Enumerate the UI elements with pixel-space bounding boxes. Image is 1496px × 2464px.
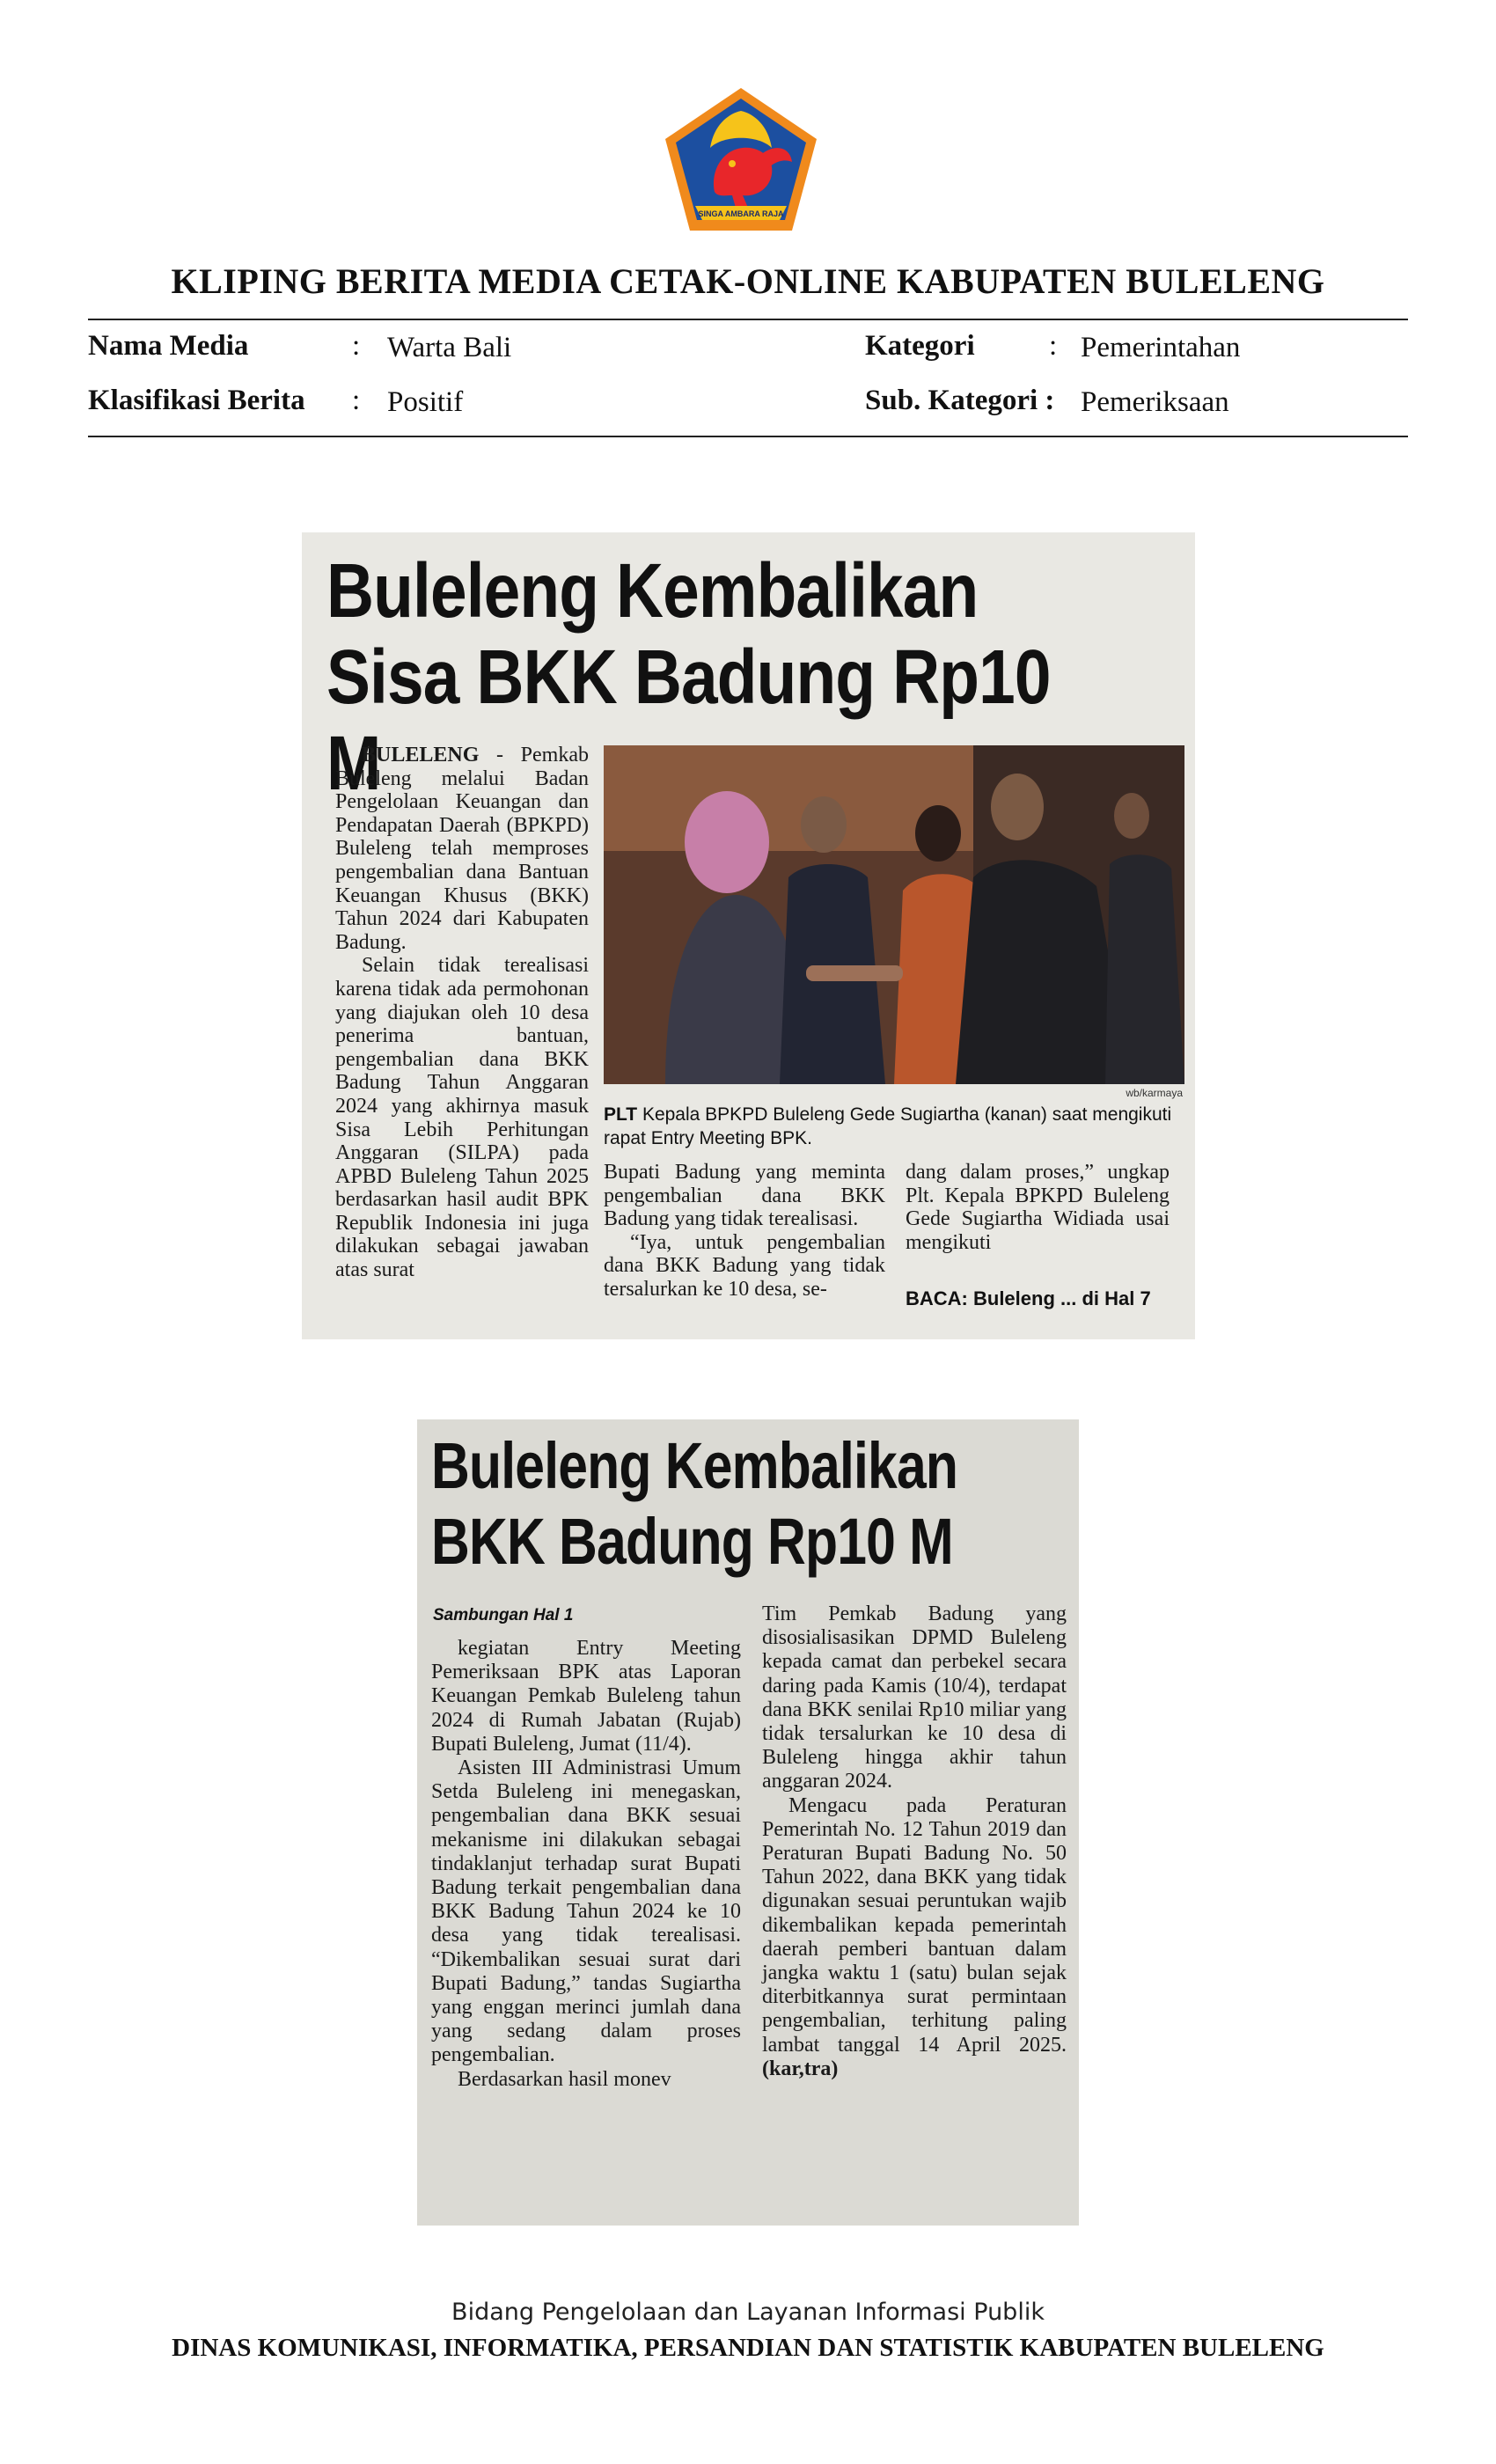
article-column-1 <box>335 744 589 1282</box>
article-column-2 <box>604 1161 885 1302</box>
article-paragraph: dang dalam proses,” ungkap Plt. Kepala BPKPD Buleleng Gede Sugiartha Widiada usai mengikuti <box>906 1161 1170 1254</box>
article-paragraph: Berdasarkan hasil monev <box>458 2067 671 2091</box>
article-paragraph: Selain tidak terealisasi karena tidak ada permohonan yang diajukan oleh 10 desa penerima bantuan, pengembalian dana BKK Badung Tahun Anggaran 2024 yang akhirnya masuk Sisa Lebih Perhitungan Anggaran (SILPA) pada APBD Buleleng Tahun 2025 berdasarkan hasil audit BPK Republik Indonesia ini juga dilakukan sebagai jawaban atas surat <box>335 954 589 1282</box>
newspaper-clipping-front-page <box>302 532 1195 1339</box>
nama-media-label: Nama Media <box>88 330 249 362</box>
caption-text: Kepala BPKPD Buleleng Gede Sugiartha (kanan) saat mengikuti rapat Entry Meeting BPK. <box>604 1104 1172 1148</box>
article-paragraph: - Pemkab Buleleng melalui Badan Pengelolaan Keuangan dan Pendapatan Daerah (BPKPD) Buleleng telah memproses pengembalian dana Bantuan Keuangan Khusus (BKK) Tahun 2024 dari Kabupaten Badung. <box>335 744 589 954</box>
dateline: BULELENG <box>362 744 480 766</box>
article-paragraph: Bupati Badung yang meminta pengembalian dana BKK Badung yang tidak terealisasi. <box>604 1161 885 1231</box>
sub-kategori-value: Pemeriksaan <box>1081 386 1229 418</box>
klasifikasi-berita-label: Klasifikasi Berita <box>88 385 305 416</box>
footer-division: Bidang Pengelolaan dan Layanan Informasi Publik <box>451 2299 1045 2326</box>
article-column-3 <box>906 1161 1170 1254</box>
buleleng-regency-emblem-logo <box>662 86 820 232</box>
article-paragraph: kegiatan Entry Meeting Pemeriksaan BPK atas Laporan Keuangan Pemkab Buleleng tahun 2024 di Rumah Jabatan (Rujab) Bupati Buleleng, Jumat (11/4). <box>431 1637 741 1756</box>
author-initials: (kar,tra) <box>762 2057 839 2080</box>
clipping-headline: Buleleng Kembalikan Sisa BKK Badung Rp10 M <box>326 548 1051 806</box>
article-column-right <box>762 1602 1067 2081</box>
colon-separator: : <box>1049 330 1058 362</box>
page-title: KLIPING BERITA MEDIA CETAK-ONLINE KABUPATEN BULELENG <box>171 261 1325 301</box>
article-paragraph: Tim Pemkab Badung yang disosialisasikan DPMD Buleleng kepada camat dan perbekel secara daring pada Kamis (10/4), terdapat dana BKK senilai Rp10 miliar yang tidak tersalurkan ke 10 desa di Buleleng hingga akhir tahun anggaran 2024. <box>762 1602 1067 1793</box>
article-column-left <box>431 1637 741 2092</box>
article-paragraph: “Iya, untuk pengembalian dana BKK Badung yang tidak tersalurkan ke 10 desa, se- <box>604 1230 885 1301</box>
clipping-headline: Buleleng Kembalikan BKK Badung Rp10 M <box>431 1429 958 1578</box>
lion-eye-icon <box>729 160 736 167</box>
photo-credit: wb/karmaya <box>1126 1087 1183 1099</box>
news-photo <box>604 745 1184 1084</box>
caption-lead: PLT <box>604 1104 638 1125</box>
article-paragraph: Asisten III Administrasi Umum Setda Buleleng ini menegaskan, pengembalian dana BKK sesuai mekanisme ini dilakukan sebagai tindaklanjut terhadap surat Bupati Badung terkait pengembalian dana BKK Badung Tahun 2024 ke 10 desa yang tidak terealisasi. “Dikembalikan sesuai surat dari Bupati Badung,” tandas Sugiartha yang enggan merinci jumlah dana yang sedang dalam proses pengembalian. <box>431 1756 741 2067</box>
photo-caption <box>604 1103 1184 1150</box>
footer-agency: DINAS KOMUNIKASI, INFORMATIKA, PERSANDIAN DAN STATISTIK KABUPATEN BULELENG <box>172 2334 1324 2362</box>
sub-kategori-label: Sub. Kategori : <box>865 385 1055 416</box>
colon-separator: : <box>352 385 361 416</box>
colon-separator: : <box>352 330 361 362</box>
nama-media-value: Warta Bali <box>387 332 512 363</box>
kategori-value: Pemerintahan <box>1081 332 1241 363</box>
continuation-label: Sambungan Hal 1 <box>433 1606 574 1624</box>
header-top-rule <box>88 319 1408 320</box>
header-bottom-rule <box>88 436 1408 437</box>
klasifikasi-berita-value: Positif <box>387 386 464 418</box>
continued-reference: BACA: Buleleng ... di Hal 7 <box>906 1287 1151 1309</box>
emblem-motto-label: SINGA AMBARA RAJA <box>698 209 784 218</box>
kategori-label: Kategori <box>865 330 975 362</box>
article-paragraph: Mengacu pada Peraturan Pemerintah No. 12 Tahun 2019 dan Peraturan Bupati Badung No. 50 Tahun 2022, dana BKK yang tidak digunakan sesuai peruntukan wajib dikembalikan kepada pemerintah daerah pemberi bantuan dalam jangka waktu 1 (satu) bulan sejak diterbitkannya surat permintaan pengembalian, terhitung paling lambat tanggal 14 April 2025. <box>762 1793 1067 2057</box>
newspaper-clipping-continuation <box>417 1419 1079 2226</box>
